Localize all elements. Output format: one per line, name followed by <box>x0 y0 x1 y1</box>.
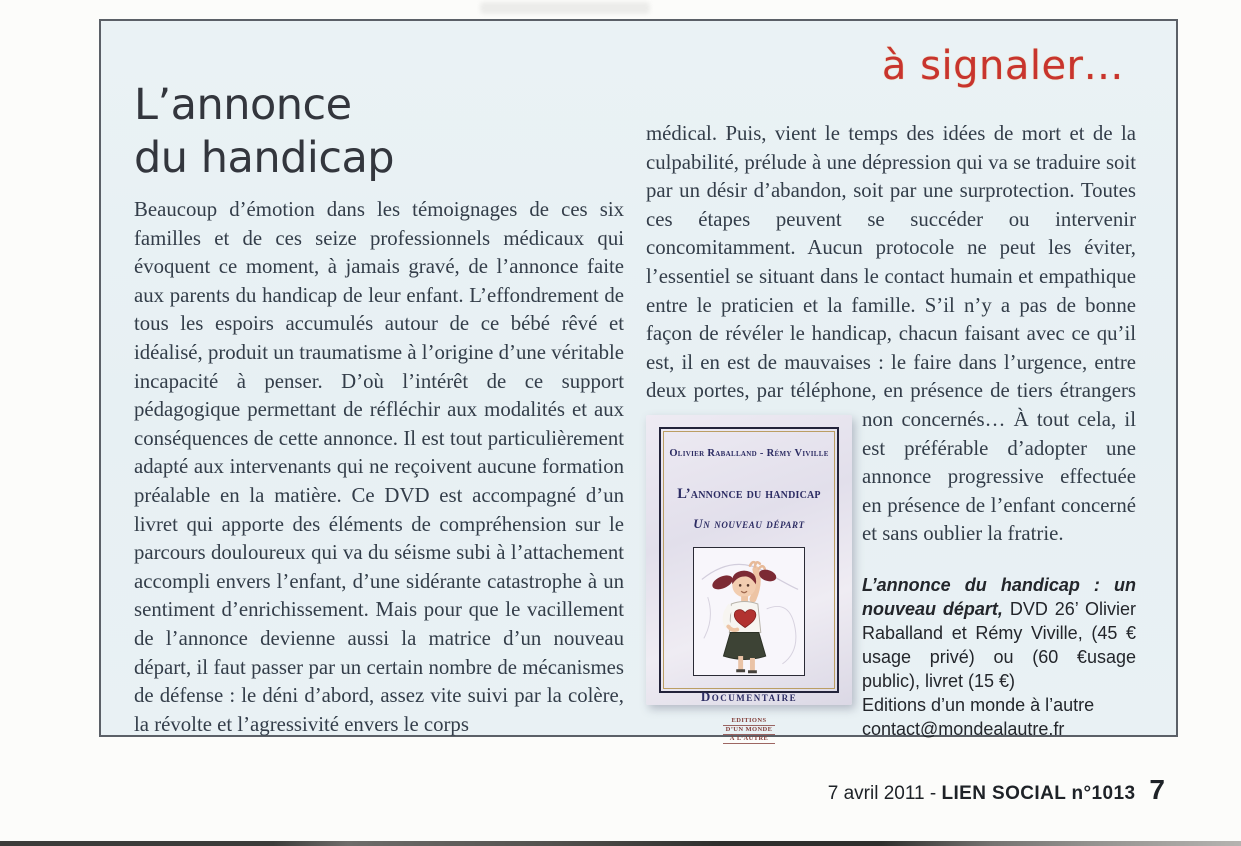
dvd-caption <box>862 573 1136 741</box>
caption-paragraph <box>862 573 1136 693</box>
caption-publisher: Editions d’un monde à l’autre <box>862 694 1095 715</box>
dvd-title: L’annonce du handicap <box>677 485 821 502</box>
dvd-subtitle: Un nouveau départ <box>693 516 805 532</box>
scan-edge-artifact <box>0 841 1241 846</box>
footer-page-number: 7 <box>1149 774 1165 805</box>
article-title <box>134 79 394 185</box>
section-label: à signaler… <box>881 43 1124 89</box>
right-column-text-before-image: médical. Puis, vient le temps des idées de mort et de la culpabilité, prélude à une dépression qui va se traduire soit par un désir d’abandon, soit par une surprotection. Toutes ces étapes peuvent se succéder ou intervenir concomitamment. Aucun protocole ne peut les éviter, l’essentiel se situant dans le contact humain et empathique entre le praticien et la famille. S’il n’y a pas de bonne façon de révéler le handicap, chacun faisant avec ce qu’il est, il en est de mauvaises : le faire dans l’urgence, entre deux portes, par téléphone, en présence de tiers étrangers non concernés… À tout <box>646 122 1136 431</box>
page-footer <box>828 774 1165 806</box>
article-title-line1: L’annonce <box>134 80 352 130</box>
dvd-cover <box>646 415 852 742</box>
left-column <box>134 196 624 739</box>
right-column-text-beside-image: cela, il est préférable d’adopter une annonce progressive effectuée en présence de l’enfant concerné et sans oublier la fratrie. <box>862 407 1136 546</box>
left-column-text: Beaucoup d’émotion dans les témoignages de ces six familles et de ces seize professionnels médicaux qui évoquent ce moment, à jamais gravé, de l’annonce faite aux parents du handicap de leur enfant. L’effondrement de tous les espoirs accumulés autour de ce bébé rêvé et idéalisé, produit un traumatisme à l’origine d’une véritable incapacité à penser. D’où l’intérêt de ce support pédagogique permettant de réfléchir aux modalités et aux conséquences de cette annonce. Il est tout particulièrement adapté aux intervenants qui ne reçoivent aucune formation préalable en la matière. Ce DVD est accompagné d’un livret qui apporte des éléments de compréhension sur le parcours douloureux qui va du séisme subi à l’attachement accompli envers l’enfant, d’une sidérante catastrophe à un sentiment d’enrichissement. Mais pour que le vacillement de l’annonce devienne aussi la matrice d’un nouveau départ, il faut passer par un certain nombre de mécanismes de défense : le déni d’abord, assez vite suivi par la colère, la révolte et l’agressivité envers le corps <box>134 198 624 736</box>
dvd-authors: Olivier Raballand - Rémy Viville <box>669 447 829 459</box>
article-title-line2: du handicap <box>134 133 395 183</box>
dvd-publisher-logo: EDITIONS D’UN MONDE À L’AUTRE <box>723 717 776 744</box>
dvd-cover-frame <box>659 427 839 742</box>
right-column <box>646 120 1136 741</box>
dvd-illustration <box>693 547 805 677</box>
caption-email: contact@mondealautre.fr <box>862 718 1065 739</box>
footer-date: 7 avril 2011 - <box>827 783 942 804</box>
article-panel <box>99 19 1178 742</box>
footer-magazine-title: LIEN SOCIAL n°1013 <box>941 783 1136 804</box>
dvd-genre: Documentaire <box>700 689 798 705</box>
girl-with-pigtails-drawing <box>694 548 804 676</box>
caption-title: L’annonce du handicap : un nouveau départ, <box>862 574 1136 619</box>
caption-details: DVD 26’ Olivier Raballand et Rémy Viville, (45 € usage privé) ou (60 €usage public), livret (15 €) <box>862 598 1136 691</box>
scan-ghosting-artifact <box>480 2 650 14</box>
